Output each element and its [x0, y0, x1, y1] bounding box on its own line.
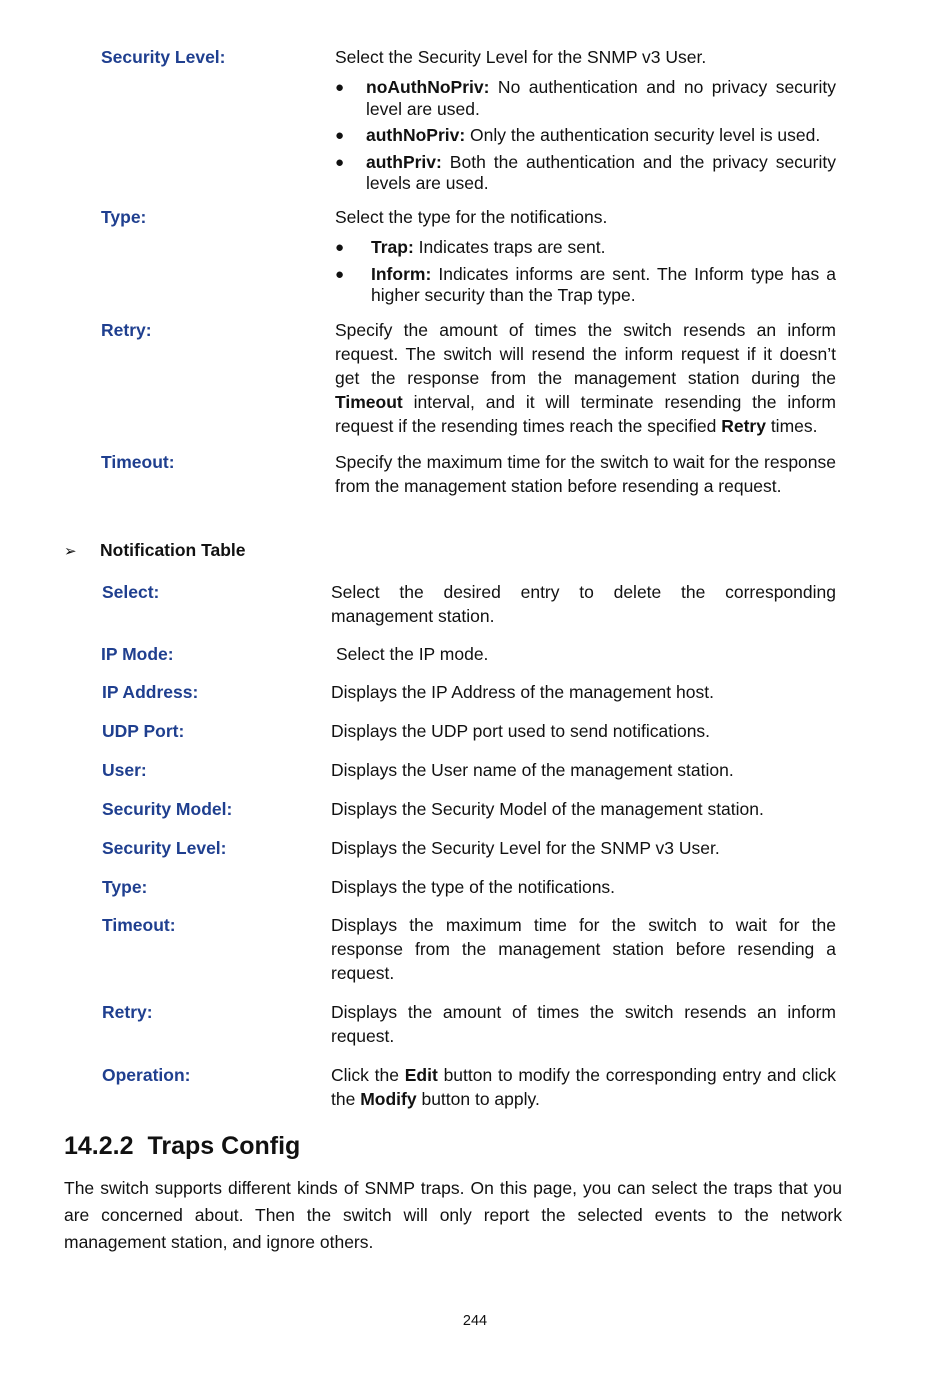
desc-select: Select the desired entry to delete the corresponding management station.: [331, 582, 836, 626]
option-authnopriv: ● authNoPriv: Only the authentication security level is used.: [335, 125, 821, 145]
section-title: Traps Config: [147, 1132, 301, 1160]
desc-timeout: Specify the maximum time for the switch to wait for the response from the management station before resending a request.: [335, 452, 836, 496]
desc-ip-address: Displays the IP Address of the management host.: [331, 682, 714, 702]
term-security-level: Security Level:: [101, 47, 226, 67]
bullet-dot-icon: ●: [335, 153, 345, 171]
term-retry-2: Retry:: [102, 1002, 153, 1022]
section-intro: The switch supports different kinds of SNMP traps. On this page, you can select the traps that you are concerned about. Then the switch will only report the selected events to the network management station, and ignore others.: [64, 1178, 842, 1252]
desc-security-level: Select the Security Level for the SNMP v3 User.: [335, 47, 707, 67]
desc-timeout-2: Displays the maximum time for the switch to wait for the response from the management station before resending a request.: [331, 915, 836, 983]
term-security-model: Security Model:: [102, 799, 233, 819]
option-inform: ● Inform: Indicates informs are sent. The Inform type has a higher security than the Trap type.: [335, 263, 836, 305]
option-noauthnopriv: ● noAuthNoPriv: No authentication and no privacy security level are used.: [335, 77, 836, 119]
option-authpriv: ● authPriv: Both the authentication and the privacy security levels are used.: [335, 151, 836, 193]
bullet-dot-icon: ●: [335, 239, 345, 256]
page-number: 244: [462, 1313, 488, 1329]
term-ip-address: IP Address:: [102, 682, 199, 702]
desc-security-model: Displays the Security Model of the management station.: [331, 799, 764, 819]
desc-security-level-2: Displays the Security Level for the SNMP v3 User.: [331, 838, 720, 858]
term-timeout-2: Timeout:: [102, 915, 176, 935]
desc-retry: Specify the amount of times the switch resends an inform request. The switch will resend the inform request if it doesn’t get the response from the management station during the Timeout interval, and it will terminate resending the inform request if the resending times reach the specified Retry times.: [335, 320, 836, 436]
type-options: [335, 237, 836, 312]
section-heading: [64, 1130, 300, 1162]
arrow-bullet-icon: ➢: [64, 543, 77, 560]
term-select: Select:: [102, 582, 160, 602]
term-retry: Retry:: [101, 320, 152, 340]
bullet-dot-icon: ●: [335, 127, 345, 144]
section-number: 14.2.2: [64, 1132, 134, 1160]
term-udp-port: UDP Port:: [102, 721, 185, 741]
term-type: Type:: [101, 207, 147, 227]
desc-operation: Click the Edit button to modify the corresponding entry and click the Modify button to apply.: [331, 1065, 836, 1109]
security-level-options: [335, 77, 836, 200]
desc-ip-mode: Select the IP mode.: [336, 644, 489, 664]
desc-udp-port: Displays the UDP port used to send notifications.: [331, 721, 711, 741]
term-security-level-2: Security Level:: [102, 838, 227, 858]
term-operation: Operation:: [102, 1065, 191, 1085]
desc-type-2: Displays the type of the notifications.: [331, 877, 616, 897]
bullet-dot-icon: ●: [335, 79, 345, 96]
term-timeout: Timeout:: [101, 452, 175, 472]
term-user: User:: [102, 760, 147, 780]
option-trap: ● Trap: Indicates traps are sent.: [335, 237, 606, 257]
term-type-2: Type:: [102, 877, 148, 897]
term-ip-mode: IP Mode:: [101, 644, 174, 664]
bullet-dot-icon: ●: [335, 265, 345, 283]
notification-table-heading: Notification Table: [100, 540, 246, 560]
desc-type: Select the type for the notifications.: [335, 207, 608, 227]
desc-retry-2: Displays the amount of times the switch resends an inform request.: [331, 1002, 836, 1046]
desc-user: Displays the User name of the management station.: [331, 760, 734, 780]
